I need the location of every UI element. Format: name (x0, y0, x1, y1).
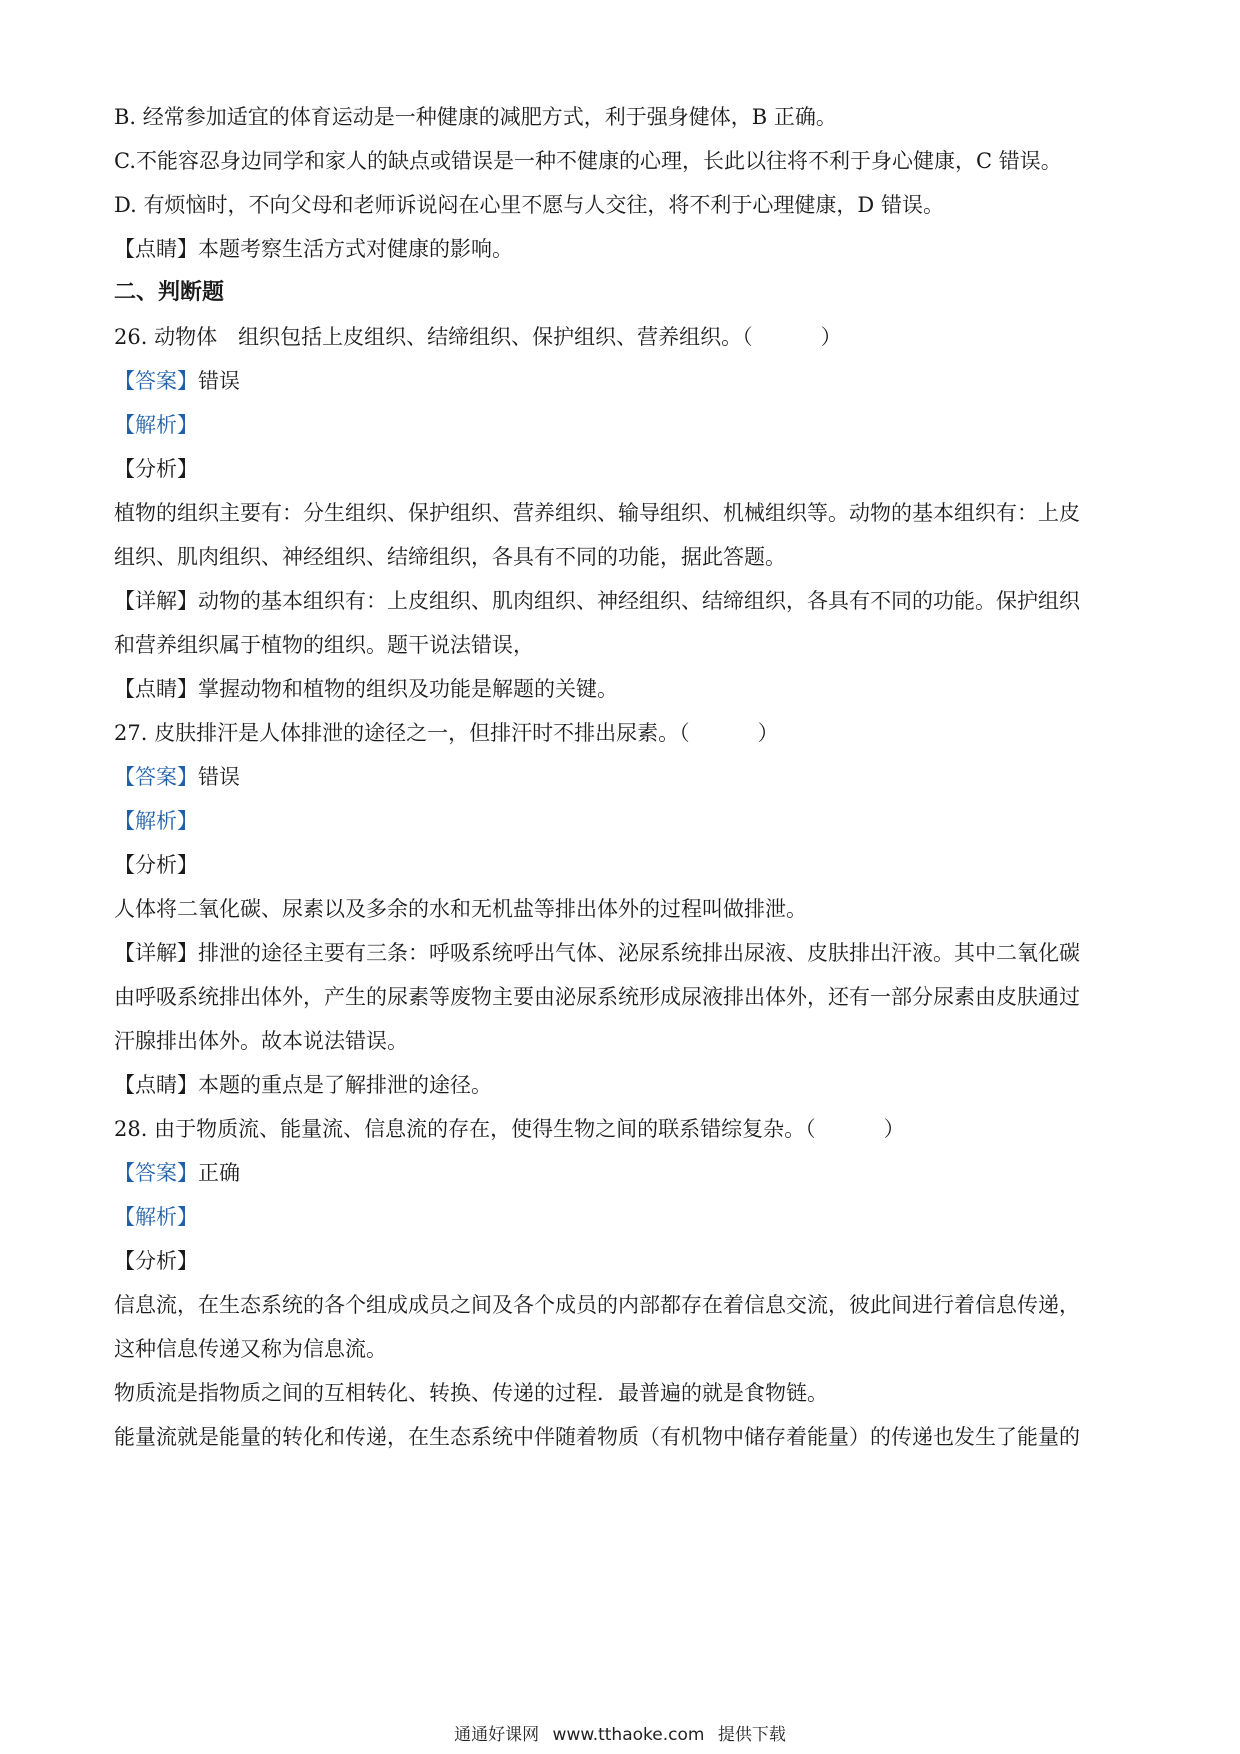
detail-text: 【详解】排泄的途径主要有三条：呼吸系统呼出气体、泌尿系统排出尿液、皮肤排出汗液。其中二氧化碳 (114, 941, 1080, 965)
answer-value: 错误 (198, 765, 240, 789)
option-d-line: D. 有烦恼时，不向父母和老师诉说闷在心里不愿与人交往，将不利于心理健康，D 错误。 (114, 193, 944, 217)
question-26-stem: 26. 动物体 组织包括上皮组织、结缔组织、保护组织、营养组织。（ (114, 325, 753, 349)
section-heading: 二、判断题 (114, 280, 225, 305)
fenxi-text: 能量流就是能量的转化和传递，在生态系统中伴随着物质（有机物中储存着能量）的传递也发生了能量的 (114, 1425, 1080, 1449)
fenxi-text: 植物的组织主要有：分生组织、保护组织、营养组织、输导组织、机械组织等。动物的基本组织有：上皮 (114, 501, 1080, 525)
answer-tag: 【答案】 (114, 369, 198, 393)
fenxi-tag: 【分析】 (114, 1249, 198, 1273)
analysis-tag: 【解析】 (114, 413, 198, 437)
answer-value: 正确 (198, 1161, 240, 1185)
answer-value: 错误 (198, 369, 240, 393)
option-c-line: C.不能容忍身边同学和家人的缺点或错误是一种不健康的心理，长此以往将不利于身心健康，C 错误。 (114, 149, 1062, 173)
analysis-tag: 【解析】 (114, 1205, 198, 1229)
fenxi-text: 组织、肌肉组织、神经组织、结缔组织，各具有不同的功能，据此答题。 (114, 545, 786, 569)
detail-text: 汗腺排出体外。故本说法错误。 (114, 1029, 408, 1053)
question-27-close: ） (757, 721, 779, 745)
page-footer (0, 1720, 1240, 1745)
answer-tag: 【答案】 (114, 765, 198, 789)
option-b-line: B. 经常参加适宜的体育运动是一种健康的减肥方式，利于强身健体，B 正确。 (114, 105, 837, 129)
footer-note: 提供下载 (717, 1725, 786, 1745)
question-26-answer (114, 366, 240, 396)
footer-site-name: 通通好课网 (454, 1725, 540, 1745)
question-27 (114, 718, 779, 748)
answer-tag: 【答案】 (114, 1161, 198, 1185)
point-note: 【点睛】本题的重点是了解排泄的途径。 (114, 1073, 492, 1097)
detail-text: 和营养组织属于植物的组织。题干说法错误， (114, 633, 534, 657)
fenxi-tag: 【分析】 (114, 853, 198, 877)
fenxi-tag: 【分析】 (114, 457, 198, 481)
question-27-stem: 27. 皮肤排汗是人体排泄的途径之一，但排汗时不排出尿素。（ (114, 721, 690, 745)
question-28-stem: 28. 由于物质流、能量流、信息流的存在，使得生物之间的联系错综复杂。（ (114, 1117, 816, 1141)
analysis-tag: 【解析】 (114, 809, 198, 833)
detail-text: 由呼吸系统排出体外，产生的尿素等废物主要由泌尿系统形成尿液排出体外，还有一部分尿素由皮肤通过 (114, 985, 1080, 1009)
detail-text: 【详解】动物的基本组织有：上皮组织、肌肉组织、神经组织、结缔组织，各具有不同的功能。保护组织 (114, 589, 1080, 613)
fenxi-text: 信息流，在生态系统的各个组成成员之间及各个成员的内部都存在着信息交流，彼此间进行着信息传递， (114, 1293, 1080, 1317)
question-28 (114, 1114, 905, 1144)
fenxi-text: 人体将二氧化碳、尿素以及多余的水和无机盐等排出体外的过程叫做排泄。 (114, 897, 807, 921)
question-26-close: ） (820, 325, 842, 349)
point-note: 【点睛】本题考察生活方式对健康的影响。 (114, 237, 513, 261)
fenxi-text: 这种信息传递又称为信息流。 (114, 1337, 387, 1361)
point-note: 【点睛】掌握动物和植物的组织及功能是解题的关键。 (114, 677, 618, 701)
question-27-answer (114, 762, 240, 792)
fenxi-text: 物质流是指物质之间的互相转化、转换、传递的过程．最普遍的就是食物链。 (114, 1381, 828, 1405)
question-28-close: ） (883, 1117, 905, 1141)
question-28-answer (114, 1158, 240, 1188)
footer-url[interactable]: www.tthaoke.com (552, 1725, 705, 1745)
question-26 (114, 322, 842, 352)
